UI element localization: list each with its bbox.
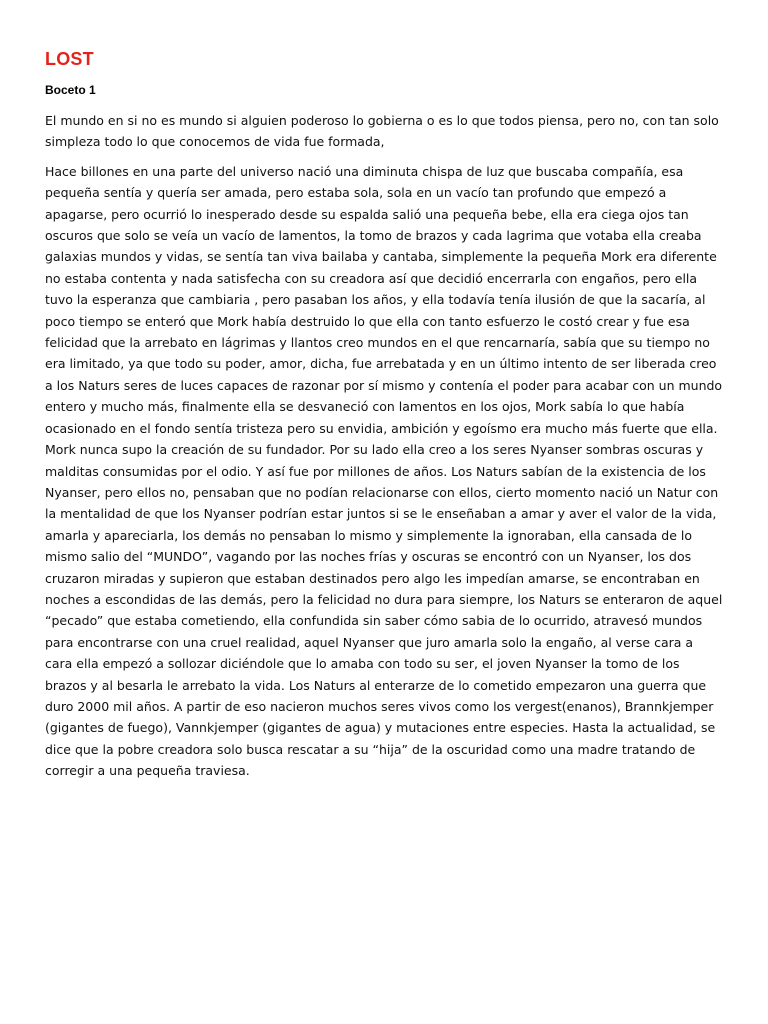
paragraph-story: Hace billones en una parte del universo nació una diminuta chispa de luz que buscaba compañía, esa pequeña sentía y quería ser amada, pero estaba sola, sola en un vacío tan profundo que empezó a apagarse, pero ocurrió lo inesperado desde su espalda salió una pequeña bebe, ella era ciega ojos tan oscuros que solo se veía un vacío de lamentos, la tomo de brazos y cada lagrima que votaba ella creaba galaxias mundos y vidas, se sentía tan viva bailaba y cantaba, simplemente la pequeña Mork era diferente no estaba contenta y nada satisfecha con su creadora así que decidió encerrarla con engaños, pero ella tuvo la esperanza que cambiaria , pero pasaban los años, y ella todavía tenía ilusión de que la sacaría, al poco tiempo se enteró que Mork había destruido lo que ella con tanto esfuerzo le costó crear y fue esa felicidad que la arrebato en lágrimas y llantos creo mundos en el que rencarnaría, sabía que su tiempo no era limitado, ya que todo su poder, amor, dicha, fue arrebatada y en un último intento de ser liberada creo a los Naturs seres de luces capaces de razonar por sí mismo y contenía el poder para acabar con un mundo entero y mucho más, finalmente ella se desvaneció con lamentos en los ojos, Mork sabía lo que había ocasionado en el fondo sentía tristeza pero su envidia, ambición y egoísmo era mucho más fuerte que ella. Mork nunca supo la creación de su fundador. Por su lado ella creo a los seres Nyanser sombras oscuras y malditas consumidas por el odio. Y así fue por millones de años. Los Naturs sabían de la existencia de los Nyanser, pero ellos no, pensaban que no podían relacionarse con ellos, cierto momento nació un Natur con la mentalidad de que los Nyanser podrían estar juntos si se le enseñaban a amar y aver el valor de la vida, amarla y apareciarla, los demás no pensaban lo mismo y simplemente la ignoraban, ella cansada de lo mismo salio del “MUNDO”, vagando por las noches frías y oscuras se encontró con un Nyanser, los dos cruzaron miradas y supieron que estaban destinados pero algo les impedían amarse, se encontraban en noches a escondidas de las demás, pero la felicidad no dura para siempre, los Naturs se enteraron de aquel “pecado” que estaba cometiendo, ella confundida sin saber cómo sabia de lo ocurrido, atravesó mundos para encontrarse con una cruel realidad, aquel Nyanser que juro amarla solo la engaño, al verse cara a cara ella empezó a sollozar diciéndole que lo amaba con todo su ser, el joven Nyanser la tomo de los brazos y al besarla le arrebato la vida. Los Naturs al enterarze de lo cometido empezaron una guerra que duro 2000 mil años. A partir de eso nacieron muchos seres vivos como los vergest(enanos), Brannkjemper (gigantes de fuego), Vannkjemper (gigantes de agua) y mutaciones entre especies. Hasta la actualidad, se dice que la pobre creadora solo busca rescatar a su “hija” de la oscuridad como una madre tratando de corregir a una pequeña traviesa. bbox=[45, 163, 723, 779]
document-subtitle: Boceto 1 bbox=[45, 83, 96, 97]
paragraph-intro: El mundo en si no es mundo si alguien poderoso lo gobierna o es lo que todos piensa, pero no, con tan solo simpleza todo lo que conocemos de vida fue formada, bbox=[45, 113, 719, 150]
document-title: LOST bbox=[45, 49, 94, 69]
